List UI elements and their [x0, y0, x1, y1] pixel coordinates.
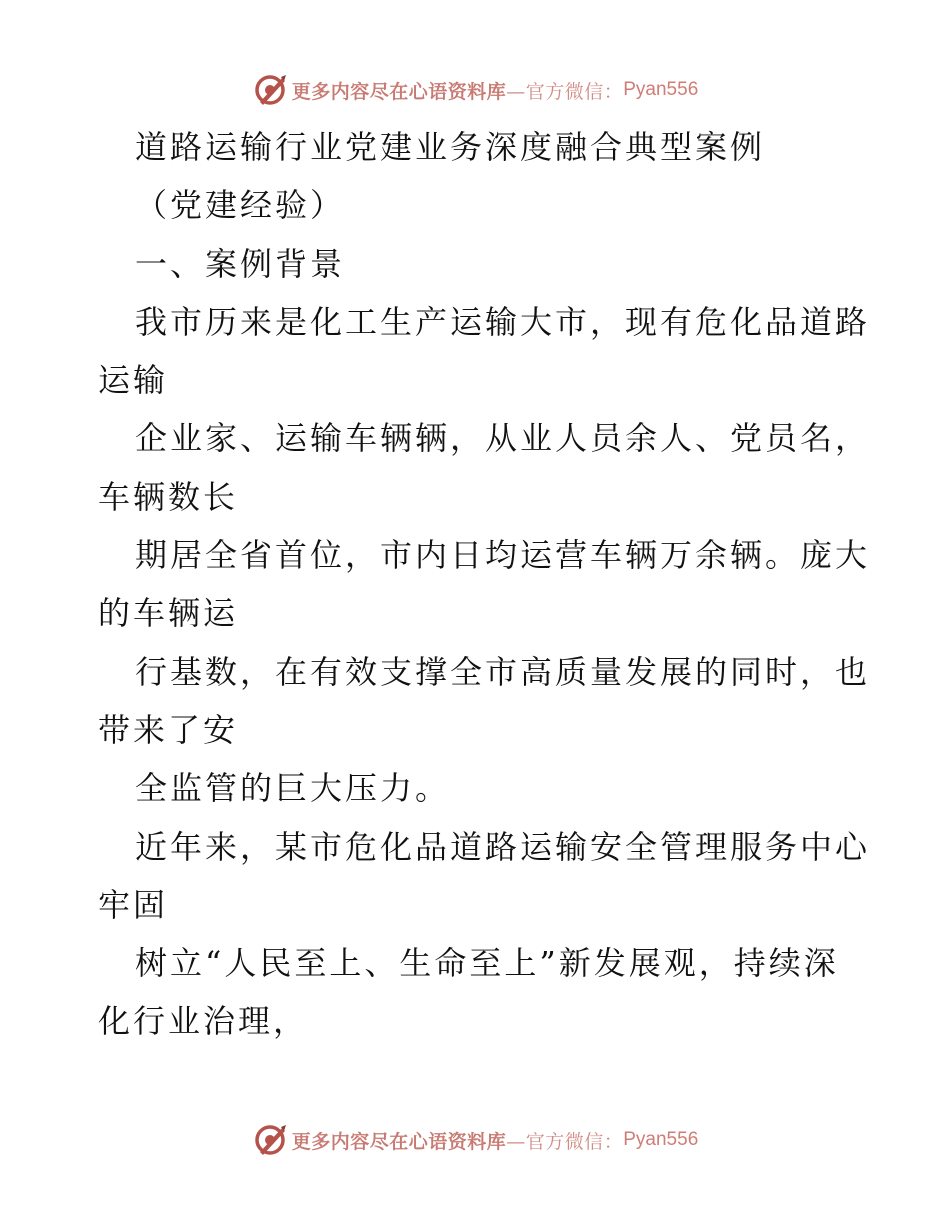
watermark-wechat-id: Pyan556	[623, 1129, 699, 1150]
watermark-group	[252, 1122, 699, 1158]
paragraph-line: 运输	[98, 361, 169, 400]
paragraph-line: 的车辆运	[98, 594, 239, 633]
paragraph-line: 期居全省首位，市内日均运营车辆万余辆。庞大	[135, 536, 871, 575]
watermark-text: 更多内容尽在心语资料库	[291, 1130, 507, 1153]
watermark-wechat-id: Pyan556	[623, 79, 699, 100]
document-title: 道路运输行业党建业务深度融合典型案例	[135, 128, 766, 166]
paragraph-line: 树立“人民至上、生命至上”新发展观，持续深	[135, 944, 839, 983]
paragraph-line: 我市历来是化工生产运输大市，现有危化品道路	[135, 302, 871, 341]
paragraph-line: 化行业治理，	[98, 1002, 309, 1041]
section-heading: 一、案例背景	[135, 244, 346, 283]
footer-watermark	[0, 1120, 950, 1160]
paragraph-line: 行基数，在有效支撑全市高质量发展的同时，也	[135, 652, 871, 691]
document-body	[98, 118, 871, 1051]
paragraph-line: 带来了安	[98, 710, 239, 749]
watermark-group	[252, 72, 699, 108]
paragraph-line: 企业家、运输车辆辆，从业人员余人、党员名，	[135, 419, 871, 458]
pen-logo-icon	[252, 1122, 288, 1158]
paragraph-line: 牢固	[98, 885, 169, 924]
watermark-subtext: —官方微信：	[506, 1130, 624, 1153]
watermark-text: 更多内容尽在心语资料库	[291, 80, 507, 103]
pen-logo-icon	[252, 72, 288, 108]
header-watermark	[0, 70, 950, 110]
watermark-subtext: —官方微信：	[506, 80, 624, 103]
document-subtitle: （党建经验）	[135, 186, 346, 225]
paragraph-line: 全监管的巨大压力。	[135, 769, 451, 808]
paragraph-line: 车辆数长	[98, 477, 239, 516]
paragraph-line: 近年来，某市危化品道路运输安全管理服务中心	[135, 827, 871, 866]
